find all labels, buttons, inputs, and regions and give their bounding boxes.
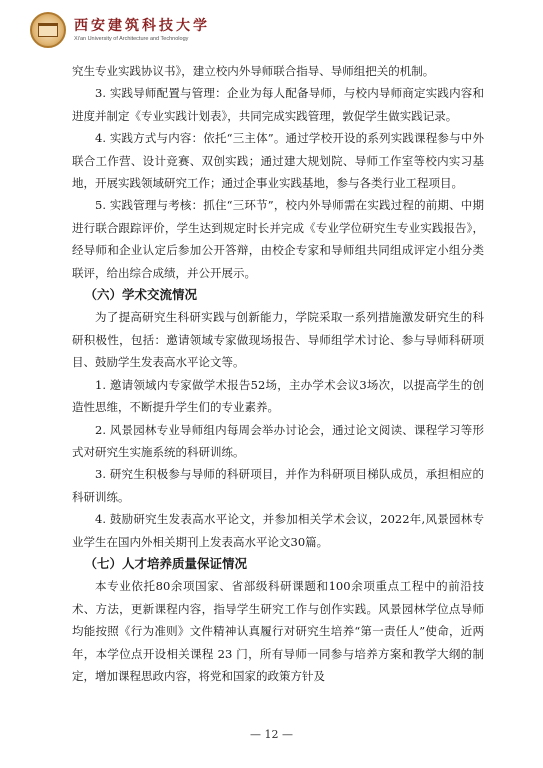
- header-text: [74, 18, 210, 43]
- university-name-en: Xi'an University of Architecture and Technology: [74, 35, 189, 42]
- paragraph: 3. 实践导师配置与管理：企业为每人配备导师，与校内导师商定实践内容和进度并制定《专业实践计划表》，共同完成实践管理，敦促学生做实践记录。: [72, 86, 484, 123]
- paragraph: 2. 风景园林专业导师组内每周会举办讨论会，通过论文阅读、课程学习等形式对研究生实施系统的科研训练。: [72, 422, 484, 459]
- section-heading: （六）学术交流情况: [84, 287, 198, 303]
- page-number: — 12 —: [250, 728, 293, 741]
- paragraph: 5. 实践管理与考核：抓住“三环节”，校内外导师需在实践过程的前期、中期进行联合跟踪评价，学生达到规定时长并完成《专业学位研究生专业实践报告》，经导师和企业认定后参加公开答辩，由校企专家和导师组共同组成评定小组分类联评，给出综合成绩，并公开展示。: [72, 198, 484, 280]
- university-name-cn: 西安建筑科技大学: [74, 17, 210, 34]
- document-body: [72, 60, 484, 687]
- paragraph: 4. 实践方式与内容：依托“三主体”。通过学校开设的系列实践课程参与中外联合工作营、设计竞赛、双创实践；通过建大规划院、导师工作室等校内实习基地，开展实践领域研究工作；通过企事业实践基地，参与各类行业工程项目。: [72, 131, 484, 191]
- paragraph: 为了提高研究生科研实践与创新能力，学院采取一系列措施激发研究生的科研积极性，包括：邀请领域专家做现场报告、导师组学术讨论、参与导师科研项目、鼓励学生发表高水平论文等。: [72, 310, 484, 370]
- paragraph: 3. 研究生积极参与导师的科研项目，并作为科研项目梯队成员，承担相应的科研训练。: [72, 467, 484, 504]
- paragraph: 1. 邀请领域内专家做学术报告52场，主办学术会议3场次，以提高学生的创造性思维，不断提升学生们的专业素养。: [72, 377, 484, 415]
- logo-building-icon: [38, 23, 58, 37]
- paragraph: 究生专业实践协议书》，建立校内外导师联合指导、导师组把关的机制。: [72, 64, 435, 78]
- page-header: [30, 12, 210, 48]
- university-logo: [30, 12, 66, 48]
- paragraph: 本专业依托80余项国家、省部级科研课题和100余项重点工程中的前沿技术、方法，更新课程内容，指导学生研究工作与创作实践。风景园林学位点导师均能按照《行为准则》文件精神认真履行对研究生培养“第一责任人”使命，近两年，本学位点开设相关课程 23 门，所有导师一同参与培养方案和教学大纲的制定，增加课程思政内容，将党和国家的政策方针及: [72, 579, 484, 683]
- paragraph: 4. 鼓励研究生发表高水平论文，并参加相关学术会议，2022年,风景园林专业学生在国内外相关期刊上发表高水平论文30篇。: [72, 512, 484, 549]
- section-heading: （七）人才培养质量保证情况: [84, 555, 248, 571]
